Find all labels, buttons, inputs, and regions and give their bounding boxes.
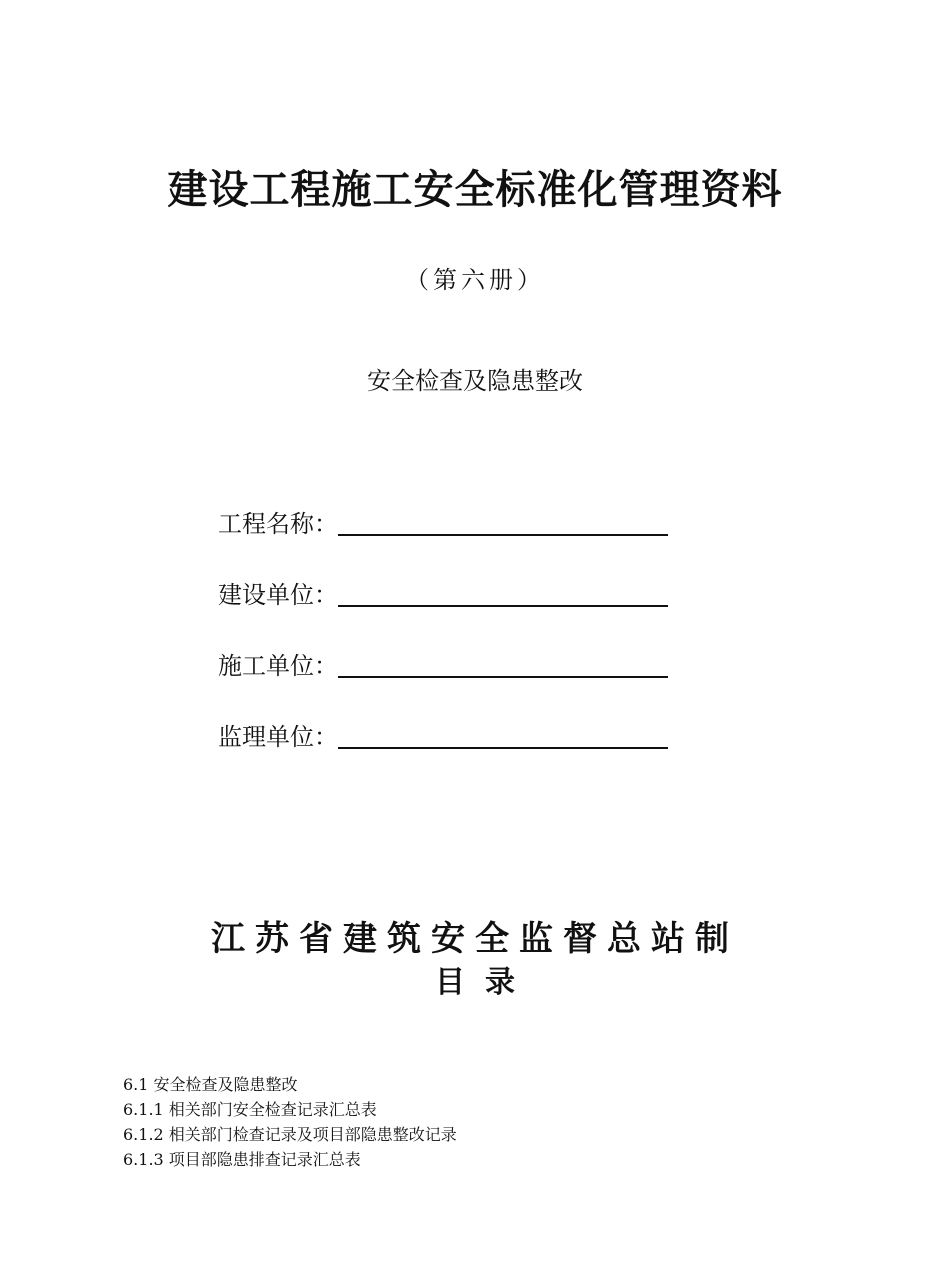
construction-unit-field bbox=[218, 578, 668, 612]
project-name-field bbox=[218, 507, 668, 541]
issuer-line: 江苏省建筑安全监督总站制 bbox=[211, 919, 739, 959]
construction-unit-blank bbox=[338, 583, 668, 607]
contractor-unit-blank bbox=[338, 654, 668, 678]
construction-unit-label: 建设单位： bbox=[218, 581, 338, 609]
document-subtitle: 安全检查及隐患整改 bbox=[367, 367, 583, 395]
project-name-blank bbox=[338, 512, 668, 536]
supervision-unit-label: 监理单位： bbox=[218, 723, 338, 751]
toc-list bbox=[123, 1072, 457, 1172]
supervision-unit-blank bbox=[338, 725, 668, 749]
toc-item: 6.1.2 相关部门检查记录及项目部隐患整改记录 bbox=[123, 1125, 457, 1144]
supervision-unit-field bbox=[218, 720, 668, 754]
toc-title: 目录 bbox=[435, 965, 535, 1000]
volume-label: （第六册） bbox=[405, 266, 545, 294]
toc-item: 6.1.1 相关部门安全检查记录汇总表 bbox=[123, 1100, 377, 1119]
toc-item: 6.1.3 项目部隐患排查记录汇总表 bbox=[123, 1150, 361, 1169]
toc-item: 6.1 安全检查及隐患整改 bbox=[123, 1075, 298, 1094]
contractor-unit-field bbox=[218, 649, 668, 683]
contractor-unit-label: 施工单位： bbox=[218, 652, 338, 680]
document-title: 建设工程施工安全标准化管理资料 bbox=[167, 166, 783, 213]
project-name-label: 工程名称： bbox=[218, 510, 338, 538]
